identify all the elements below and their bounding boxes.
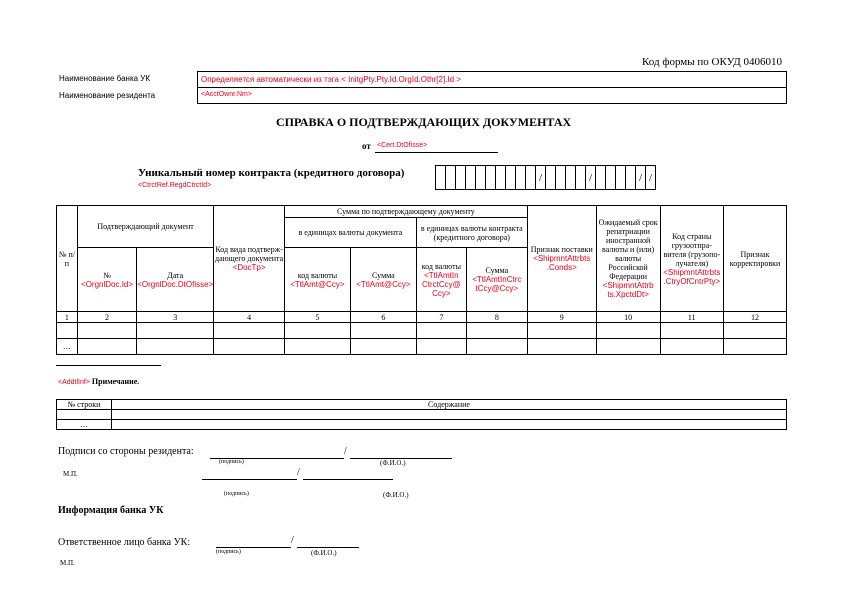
col-doc-num-header (77, 248, 136, 312)
col-sum2-label: Сумма (485, 266, 509, 275)
ellipsis-cell: … (57, 339, 78, 355)
note-col-row: № строки (57, 400, 112, 410)
col-cur-code2-tag: <TtlAmtIn CtrctCcy@ Ccy> (421, 270, 461, 298)
bank-resident-box (197, 71, 787, 104)
fio-caption: (Ф.И.О.) (380, 459, 406, 467)
table-row[interactable] (57, 339, 787, 355)
col-sum-contract-cur-header: в единицах валюты контракта (кредитного договора) (416, 218, 527, 248)
column-number: 4 (214, 312, 285, 323)
bank-responsible-label: Ответственное лицо банка УК: (58, 537, 191, 548)
col-num-header: № п/п (57, 206, 78, 312)
col-cur-code-header (284, 248, 350, 312)
col-doc-num-label: № (103, 270, 111, 280)
col-correction-header: Признак корректировки (724, 206, 787, 312)
col-expected-tag: <ShipmntAttrb ts.XpctdDt> (602, 281, 654, 299)
col-cur-code-label: код валюты (297, 270, 338, 280)
col-sum-doc-cur-header: в единицах валюты документа (284, 218, 416, 248)
bank-mp-label: М.П. (60, 559, 75, 567)
col-country-label: Код страны грузоотпра-вителя (грузопо-лучателя) (663, 231, 721, 268)
note-table (56, 399, 787, 430)
column-number: 5 (284, 312, 350, 323)
col-doc-date-tag: <OrgnlDoc.DtOfisse> (137, 279, 214, 289)
resident-label: Наименование резидента (59, 91, 156, 100)
col-cur-code2-label: код валюты (421, 261, 462, 271)
documents-table (56, 205, 787, 355)
col-delivery-header (527, 206, 596, 312)
col-country-tag: <ShipmntAttrbts .CtryOfCntrPty> (663, 267, 721, 286)
col-doc-type-header (214, 206, 285, 312)
column-number: 7 (416, 312, 466, 323)
col-doc-date-header (137, 248, 214, 312)
bank-value-field[interactable]: Определяется автоматически из тэга < InitgPty.Pty.Id.OrgId.Othr[2].Id > (201, 75, 461, 84)
bank-label: Наименование банка УК (59, 74, 151, 83)
col-doc-type-tag: <DocTp> (232, 263, 266, 272)
column-number: 8 (466, 312, 527, 323)
resident-value-field[interactable]: <AcctOwnr.Nm> (201, 91, 252, 98)
column-number: 10 (596, 312, 660, 323)
sig-slash: / (291, 535, 294, 546)
col-sum2-header (466, 248, 527, 312)
contract-slash: / (536, 166, 546, 190)
signature-caption: (подпись) (219, 459, 244, 465)
col-expected-header (596, 206, 660, 312)
column-number: 1 (57, 312, 78, 323)
col-sum-label: Сумма (372, 270, 395, 280)
column-number: 12 (724, 312, 787, 323)
contract-number-boxes[interactable] (435, 165, 656, 190)
bank-info-title: Информация банка УК (58, 505, 164, 516)
contract-label: Уникальный номер контракта (кредитного договора) (138, 167, 405, 179)
contract-slash: / (646, 166, 656, 190)
from-label: от (362, 141, 371, 151)
page-title: СПРАВКА О ПОДТВЕРЖДАЮЩИХ ДОКУМЕНТАХ (276, 115, 572, 129)
col-expected-label: Ожидаемый срок репатриации иностранной валюты и (или) валюты Российской Федерации (598, 218, 658, 281)
col-sum-header (350, 248, 416, 312)
col-doc-type-label: Код вида подтверж-дающего документа (215, 245, 284, 263)
table-row[interactable] (57, 323, 787, 339)
note-row[interactable] (57, 420, 787, 430)
col-sum2-tag: <TtlAmtInCtrc tCcy@Ccy> (472, 275, 522, 293)
mp-label: М.П. (63, 470, 78, 478)
col-cur-code-tag: <TtlAmt@Ccy> (290, 279, 345, 289)
column-number: 9 (527, 312, 596, 323)
contract-slash: / (586, 166, 596, 190)
col-doc-group-header: Подтверждающий документ (77, 206, 213, 248)
col-doc-num-tag: <OrgnlDoc.Id> (81, 279, 134, 289)
note-line (58, 377, 139, 386)
col-delivery-tag: <ShipmntAttrbts .Conds> (533, 254, 591, 272)
note-tag: <AddtlInf> (58, 379, 90, 386)
note-col-content: Содержание (111, 400, 786, 410)
column-number: 2 (77, 312, 136, 323)
col-cur-code2-header (416, 248, 466, 312)
col-sum-tag: <TtlAmt@Ccy> (356, 279, 411, 289)
col-delivery-label: Признак поставки (530, 245, 593, 254)
note-ellipsis: … (57, 420, 112, 430)
signature-caption: (подпись) (224, 491, 249, 497)
sig-slash: / (344, 446, 347, 457)
column-number: 3 (137, 312, 214, 323)
fio-caption: (Ф.И.О.) (311, 549, 337, 557)
from-date-field[interactable]: <Cert.DtOfisse> (377, 142, 428, 149)
note-row[interactable] (57, 410, 787, 420)
col-country-header (660, 206, 723, 312)
form-code: Код формы по ОКУД 0406010 (642, 56, 783, 68)
col-sum-group-header: Сумма по подтверждающему документу (284, 206, 527, 218)
signature-caption: (подпись) (216, 549, 241, 555)
contract-tag: <CtrctRef.RegdCtrctId> (138, 182, 212, 189)
column-number: 11 (660, 312, 723, 323)
fio-caption: (Ф.И.О.) (383, 491, 409, 499)
col-doc-date-label: Дата (167, 270, 184, 280)
note-label: Примечание. (91, 377, 140, 386)
contract-slash: / (636, 166, 646, 190)
column-number: 6 (350, 312, 416, 323)
sig-slash: / (297, 467, 300, 478)
resident-signatures-label: Подписи со стороны резидента: (58, 446, 194, 457)
column-numbers-row (57, 312, 787, 323)
